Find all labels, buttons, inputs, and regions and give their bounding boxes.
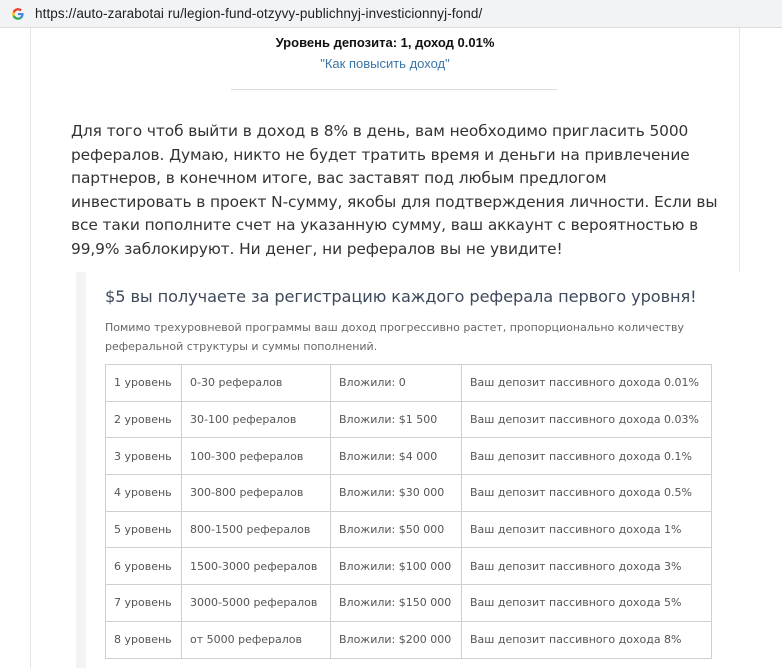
invested-cell: Вложили: $4 000 [331, 438, 462, 475]
deposit-cell: Ваш депозит пассивного дохода 5% [462, 585, 712, 622]
invested-cell: Вложили: 0 [331, 365, 462, 402]
table-row [106, 401, 712, 438]
invested-cell: Вложили: $100 000 [331, 548, 462, 585]
level-cell: 7 уровень [106, 585, 182, 622]
referrals-cell: 300-800 рефералов [182, 475, 331, 512]
deposit-cell: Ваш депозит пассивного дохода 3% [462, 548, 712, 585]
deposit-cell: Ваш депозит пассивного дохода 1% [462, 511, 712, 548]
card-title: $5 вы получаете за регистрацию каждого реферала первого уровня! [105, 287, 697, 306]
invested-cell: Вложили: $150 000 [331, 585, 462, 622]
invested-cell: Вложили: $1 500 [331, 401, 462, 438]
referrals-cell: от 5000 рефералов [182, 621, 331, 658]
url-text[interactable]: https://auto-zarabotai ru/legion-fund-otzyvy-publichnyj-investicionnyj-fond/ [35, 6, 483, 21]
deposit-level-heading: Уровень депозита: 1, доход 0.01% [275, 35, 495, 50]
referral-card-body [86, 272, 740, 668]
level-cell: 6 уровень [106, 548, 182, 585]
invested-cell: Вложили: $200 000 [331, 621, 462, 658]
table-row [106, 475, 712, 512]
referrals-cell: 0-30 рефералов [182, 365, 331, 402]
table-row [106, 548, 712, 585]
page-content [30, 28, 740, 668]
deposit-cell: Ваш депозит пассивного дохода 0.03% [462, 401, 712, 438]
table-row [106, 621, 712, 658]
level-cell: 3 уровень [106, 438, 182, 475]
address-bar[interactable] [0, 0, 782, 28]
deposit-cell: Ваш депозит пассивного дохода 0.5% [462, 475, 712, 512]
deposit-cell: Ваш депозит пассивного дохода 0.1% [462, 438, 712, 475]
table-row [106, 511, 712, 548]
table-row [106, 585, 712, 622]
table-row [106, 438, 712, 475]
deposit-cell: Ваш депозит пассивного дохода 8% [462, 621, 712, 658]
deposit-cell: Ваш депозит пассивного дохода 0.01% [462, 365, 712, 402]
card-description: Помимо трехуровневой программы ваш доход прогрессивно растет, пропорционально количеству реферальной структуры и суммы пополнений. [105, 321, 685, 353]
referrals-cell: 800-1500 рефералов [182, 511, 331, 548]
referral-card [76, 272, 740, 668]
levels-table [105, 364, 712, 659]
level-cell: 8 уровень [106, 621, 182, 658]
google-g-icon [11, 7, 25, 21]
divider [231, 89, 557, 90]
invested-cell: Вложили: $50 000 [331, 511, 462, 548]
referrals-cell: 100-300 рефералов [182, 438, 331, 475]
referrals-cell: 1500-3000 рефералов [182, 548, 331, 585]
level-cell: 5 уровень [106, 511, 182, 548]
level-cell: 2 уровень [106, 401, 182, 438]
table-row [106, 365, 712, 402]
level-cell: 1 уровень [106, 365, 182, 402]
level-cell: 4 уровень [106, 475, 182, 512]
raise-income-link[interactable]: "Как повысить доход" [320, 56, 450, 71]
invested-cell: Вложили: $30 000 [331, 475, 462, 512]
referrals-cell: 3000-5000 рефералов [182, 585, 331, 622]
article-paragraph: Для того чтоб выйти в доход в 8% в день, вам необходимо пригласить 5000 рефералов. Думаю, никто не будет тратить время и деньги на привлечение партнеров, в конечном итоге, вас заставят под любым предлогом инвестировать в проект N-сумму, якобы для подтверждения личности. Если вы все таки пополните счет на указанную сумму, ваш аккаунт с вероятностью в 99,9% заблокируют. Ни денег, ни рефералов вы не увидите! [71, 122, 718, 258]
referrals-cell: 30-100 рефералов [182, 401, 331, 438]
